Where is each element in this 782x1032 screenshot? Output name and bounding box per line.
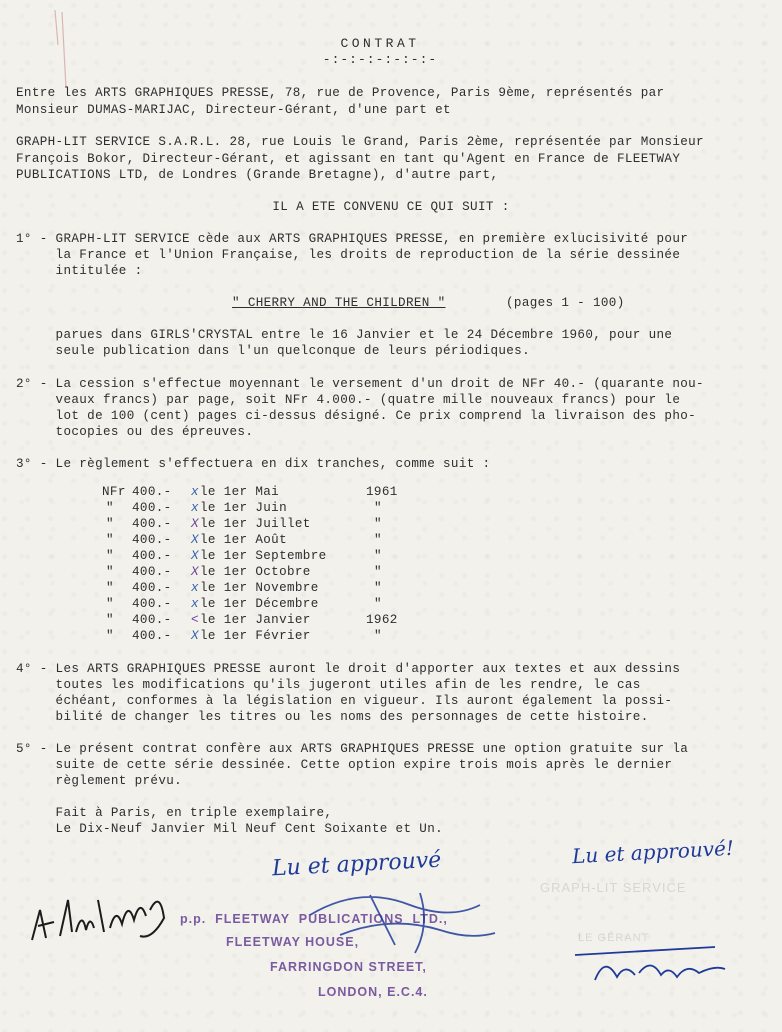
- tranche-row: [0, 628, 782, 644]
- tranche-check-mark: X: [191, 549, 199, 563]
- tranche-year: ": [374, 501, 382, 515]
- series-pages: (pages 1 - 100): [506, 296, 625, 310]
- article-4-line-3: échéant, conformes à la législation en vigueur. Ils auront également la possi-: [16, 694, 673, 708]
- tranche-prefix: ": [106, 597, 114, 611]
- closing-line-1: Fait à Paris, en triple exemplaire,: [16, 806, 333, 820]
- tranche-year: ": [374, 629, 382, 643]
- tranche-prefix: ": [106, 581, 114, 595]
- tranche-date: le 1er Février: [200, 629, 311, 643]
- tranche-amount: 400.-: [132, 613, 172, 627]
- tranche-row: [0, 612, 782, 628]
- tranche-amount: 400.-: [132, 597, 172, 611]
- tranche-amount: 400.-: [132, 629, 172, 643]
- article-1-line-4: parues dans GIRLS'CRYSTAL entre le 16 Janvier et le 24 Décembre 1960, pour une: [16, 328, 673, 342]
- tranche-date: le 1er Juillet: [200, 517, 311, 531]
- article-3-intro: 3° - Le règlement s'effectuera en dix tranches, comme suit :: [16, 457, 491, 471]
- article-2-line-3: lot de 100 (cent) pages ci-dessus désigné. Ce prix comprend la livraison des pho-: [16, 409, 697, 423]
- tranche-amount: 400.-: [132, 533, 172, 547]
- tranche-date: le 1er Octobre: [200, 565, 311, 579]
- signature-right: [565, 935, 745, 995]
- fleetway-stamp-line-2: FLEETWAY HOUSE,: [226, 935, 360, 949]
- tranche-year: ": [374, 565, 382, 579]
- tranche-year: 1962: [366, 613, 398, 627]
- article-2-line-2: veaux francs) par page, soit NFr 4.000.- (quatre mille nouveaux francs) pour le: [16, 393, 681, 407]
- lu-approuve-left: Lu et approuvé: [271, 847, 442, 882]
- title-underline: -:-:-:-:-:-:-: [322, 52, 438, 67]
- signature-left: [20, 870, 180, 960]
- tranche-row: [0, 532, 782, 548]
- tranche-prefix: ": [106, 629, 114, 643]
- parties-line-4: François Bokor, Directeur-Gérant, et agissant en tant qu'Agent en France de FLEETWAY: [16, 152, 681, 166]
- article-4-line-4: bilité de changer les titres ou les noms des personnages de cette histoire.: [16, 710, 649, 724]
- tranche-row: [0, 580, 782, 596]
- tranche-row: [0, 564, 782, 580]
- tranche-year: ": [374, 581, 382, 595]
- tranche-amount: 400.-: [132, 565, 172, 579]
- tranche-check-mark: x: [191, 501, 199, 515]
- article-4-line-2: toutes les modifications qu'ils jugeront utiles afin de les rendre, le cas: [16, 678, 641, 692]
- tranche-prefix: ": [106, 549, 114, 563]
- article-2-line-4: tocopies ou des épreuves.: [16, 425, 254, 439]
- parties-line-3: GRAPH-LIT SERVICE S.A.R.L. 28, rue Louis le Grand, Paris 2ème, représentée par Monsieur: [16, 135, 704, 149]
- tranche-check-mark: x: [191, 485, 199, 499]
- tranche-prefix: ": [106, 565, 114, 579]
- lu-approuve-right: Lu et approuvé!: [571, 835, 735, 869]
- tranche-check-mark: x: [191, 597, 199, 611]
- tranche-amount: 400.-: [132, 581, 172, 595]
- tranche-year: ": [374, 533, 382, 547]
- tranche-date: le 1er Mai: [200, 485, 280, 499]
- article-1-line-5: seule publication dans l'un quelconque de leurs périodiques.: [16, 344, 530, 358]
- tranche-amount: 400.-: [132, 501, 172, 515]
- tranche-row: [0, 596, 782, 612]
- contract-title: CONTRAT: [340, 36, 420, 51]
- article-2-line-1: 2° - La cession s'effectue moyennant le versement d'un droit de NFr 40.- (quarante nou-: [16, 377, 704, 391]
- tranche-check-mark: X: [191, 565, 199, 579]
- tranche-prefix: ": [106, 533, 114, 547]
- tranche-amount: 400.-: [132, 485, 172, 499]
- tranche-check-mark: X: [191, 533, 199, 547]
- tranche-prefix: ": [106, 501, 114, 515]
- fleetway-stamp-line-4: LONDON, E.C.4.: [318, 985, 428, 999]
- tranche-date: le 1er Septembre: [200, 549, 327, 563]
- tranche-check-mark: x: [191, 581, 199, 595]
- tranche-date: le 1er Janvier: [200, 613, 311, 627]
- article-1-line-3: intitulée :: [16, 264, 143, 278]
- tranche-year: ": [374, 597, 382, 611]
- tranche-check-mark: X: [191, 629, 199, 643]
- article-1-line-1: 1° - GRAPH-LIT SERVICE cède aux ARTS GRAPHIQUES PRESSE, en première exlucisivité pour: [16, 232, 689, 246]
- tranche-date: le 1er Décembre: [200, 597, 319, 611]
- tranche-prefix: ": [106, 517, 114, 531]
- tranche-date: le 1er Juin: [200, 501, 287, 515]
- tranche-amount: 400.-: [132, 517, 172, 531]
- fleetway-stamp-line-3: FARRINGDON STREET,: [270, 960, 427, 974]
- convenu-heading: IL A ETE CONVENU CE QUI SUIT :: [272, 200, 510, 214]
- tranche-prefix: ": [106, 613, 114, 627]
- tranche-date: le 1er Août: [200, 533, 287, 547]
- parties-line-5: PUBLICATIONS LTD, de Londres (Grande Bretagne), d'autre part,: [16, 168, 499, 182]
- tranche-check-mark: X: [191, 517, 199, 531]
- tranche-check-mark: <: [191, 613, 199, 627]
- signature-center: [300, 875, 500, 965]
- article-5-line-3: règlement prévu.: [16, 774, 183, 788]
- article-4-line-1: 4° - Les ARTS GRAPHIQUES PRESSE auront le droit d'apporter aux textes et aux dessins: [16, 662, 681, 676]
- tranche-year: ": [374, 517, 382, 531]
- tranche-row: [0, 516, 782, 532]
- graphlit-stamp-line-2: LE GÉRANT: [578, 932, 650, 944]
- tranche-row: [0, 500, 782, 516]
- fleetway-stamp-line-1: p.p. FLEETWAY PUBLICATIONS LTD.,: [180, 912, 448, 926]
- parties-line-2: Monsieur DUMAS-MARIJAC, Directeur-Gérant, d'une part et: [16, 103, 451, 117]
- article-5-line-1: 5° - Le présent contrat confère aux ARTS GRAPHIQUES PRESSE une option gratuite sur la: [16, 742, 689, 756]
- article-5-line-2: suite de cette série dessinée. Cette option expire trois mois après le dernier: [16, 758, 673, 772]
- tranche-amount: 400.-: [132, 549, 172, 563]
- tranche-row: [0, 484, 782, 500]
- graphlit-stamp-line-1: GRAPH-LIT SERVICE: [540, 880, 687, 895]
- parties-line-1: Entre les ARTS GRAPHIQUES PRESSE, 78, rue de Provence, Paris 9ème, représentés par: [16, 86, 665, 100]
- tranche-date: le 1er Novembre: [200, 581, 319, 595]
- article-1-line-2: la France et l'Union Française, les droits de reproduction de la série dessinée: [16, 248, 681, 262]
- closing-line-2: Le Dix-Neuf Janvier Mil Neuf Cent Soixante et Un.: [16, 822, 444, 836]
- tranche-row: [0, 548, 782, 564]
- series-title: " CHERRY AND THE CHILDREN ": [232, 296, 446, 310]
- tranche-prefix: NFr: [102, 485, 126, 499]
- tranche-year: ": [374, 549, 382, 563]
- tranche-year: 1961: [366, 485, 398, 499]
